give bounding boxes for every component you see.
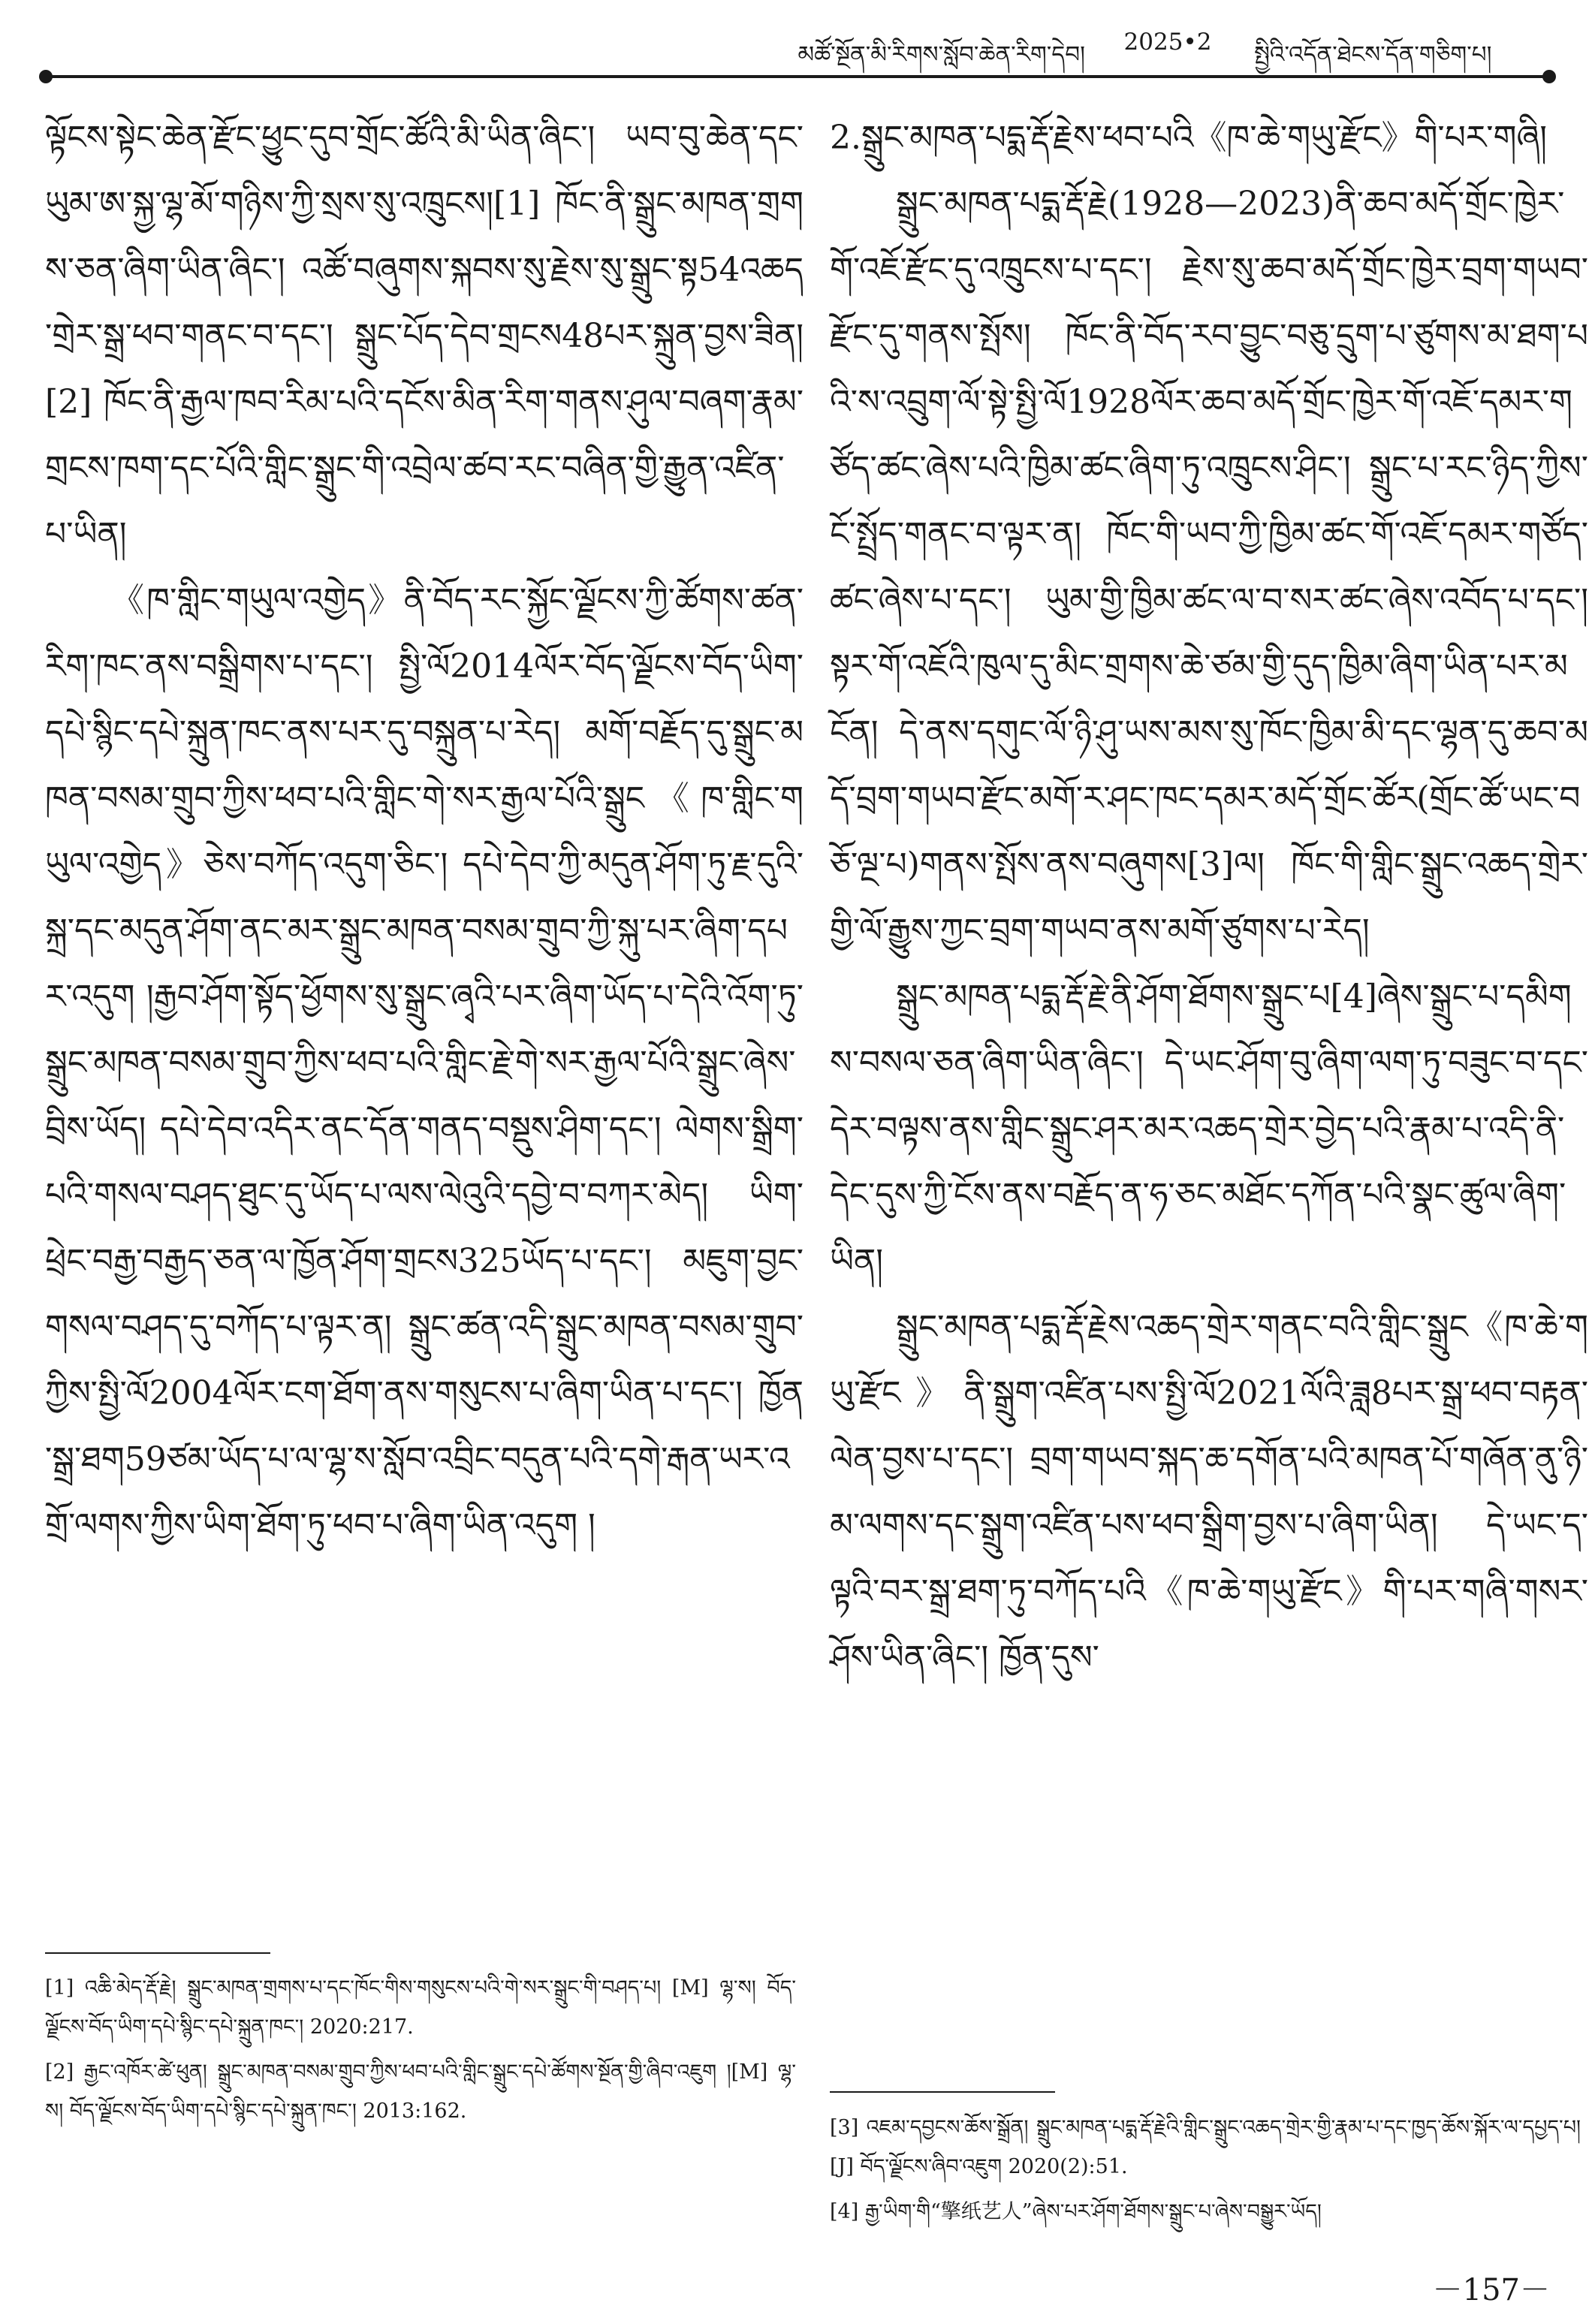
footnote-rule-left [45, 1952, 270, 1954]
body-paragraph: 《ཁ་གླིང་གཡུལ་འགྱེད》ནི་བོད་རང་སྐྱོང་ལྗོངས་ཀྱི་ཚོགས་ཚན་རིག་ཁང་ནས་བསྒྲིགས་པ་དང་། སྤྱི་ལོ2014ལོར་བོད་ལྗོངས་བོད་ཡིག་དཔེ་སྙིང་དཔེ་སྐྲུན་ཁང་ནས་པར་དུ་བསྐྲུན་པ་རེད། མགོ་བརྗོད་དུ་སྒྲུང་མཁན་བསམ་གྲུབ་ཀྱིས་ཕབ་པའི་གླིང་གེ་སར་རྒྱལ་པོའི་སྒྲུང《ཁ་གླིང་གཡུལ་འགྱེད》ཅེས་བཀོད་འདུག་ཅིང་། དཔེ་དེབ་ཀྱི་མདུན་ཤོག་ཏུ་རྗ་དུའི་སྐྲ་དང་མདུན་ཤོག་ནང་མར་སྒྲུང་མཁན་བསམ་གྲུབ་ཀྱི་སྐུ་པར་ཞིག་དཔར་འདུག །རྒྱབ་ཤོག་སྟོད་ཕྱོགས་སུ་སྒྲུང་ཞྭའི་པར་ཞིག་ཡོད་པ་དེའི་འོག་ཏུ་སྒྲུང་མཁན་བསམ་གྲུབ་ཀྱིས་ཕབ་པའི་གླིང་རྗེ་གེ་སར་རྒྱལ་པོའི་སྒྲུང་ཞེས་བྲིས་ཡོད། དཔེ་དེབ་འདིར་ནང་དོན་གནད་བསྡུས་ཤིག་དང་། ལེགས་སྒྲིག་པའི་གསལ་བཤད་ཐུང་དུ་ཡོད་པ་ལས་ལེའུའི་དབྱེ་བ་བཀར་མེད། ཡིག་ཕྲེང་བརྒྱ་བརྒྱད་ཅན་ལ་ཁྱོན་ཤོག་གྲངས325ཡོད་པ་དང་། མཇུག་བྱང་གསལ་བཤད་དུ་བཀོད་པ་ལྟར་ན། སྒྲུང་ཚན་འདི་སྒྲུང་མཁན་བསམ་གྲུབ་ཀྱིས་སྤྱི་ལོ2004ལོར་ངག་ཐོག་ནས་གསུངས་པ་ཞིག་ཡིན་པ་དང་། ཁྱོན་སྒྲ་ཐག59ཙམ་ཡོད་པ་ལ་ལྷ་ས་སློབ་འབྲིང་བདུན་པའི་དགེ་རྒན་ཡར་འགྲོ་ལགས་ཀྱིས་ཡིག་ཐོག་ཏུ་ཕབ་པ་ཞིག་ཡིན་འདུག ། [45, 581, 804, 1545]
right-column [830, 105, 1588, 1691]
header-rule [45, 75, 1550, 78]
header-rule-dot-right [1542, 70, 1556, 83]
left-column [45, 105, 804, 1559]
running-header [45, 21, 1550, 66]
body-paragraph: སྒྲུང་མཁན་པདྨ་རྡོ་རྗེ(1928—2023)ནི་ཆབ་མདོ་གྲོང་ཁྱེར་གོ་འཇོ་རྫོང་དུ་འཁྲུངས་པ་དང་། རྗེས་སུ་ཆབ་མདོ་གྲོང་ཁྱེར་བྲག་གཡབ་རྫོང་དུ་གནས་སྤོས། ཁོང་ནི་བོད་རབ་བྱུང་བཅུ་དྲུག་པ་ཙུགས་མ་ཐག་པའི་ས་འབྲུག་ལོ་སྟེ་སྤྱི་ལོ1928ལོར་ཆབ་མདོ་གྲོང་ཁྱེར་གོ་འཇོ་དམར་གཙོད་ཚང་ཞེས་པའི་ཁྱིམ་ཚང་ཞིག་ཏུ་འཁྲུངས་ཤིང་། སྒྲུང་པ་རང་ཉིད་ཀྱིས་ངོ་སྤྲོད་གནང་བ་ལྟར་ན། ཁོང་གི་ཡབ་ཀྱི་ཁྱིམ་ཚང་གོ་འཇོ་དམར་གཙོད་ཚང་ཞེས་པ་དང་། ཡུམ་གྱི་ཁྱིམ་ཚང་ལ་བ་སར་ཚང་ཞེས་འབོད་པ་དང་། སྟར་གོ་འཇོའི་ཁུལ་དུ་མིང་གྲགས་ཆེ་ཙམ་གྱི་དུད་ཁྱིམ་ཞིག་ཡིན་པར་མངོན། དེ་ནས་དགུང་ལོ་ཉི་ཤུ་ཡས་མས་སུ་ཁོང་ཁྱིམ་མི་དང་ལྷན་དུ་ཆབ་མདོ་བྲག་གཡབ་རྫོང་མགོ་ར་ཤང་ཁང་དམར་མདོ་གྲོང་ཚོར(གྲོང་ཚོ་ཡང་བཅོ་ལྔ་པ)གནས་སྤོས་ནས་བཞུགས[3]ལ། ཁོང་གི་གླིང་སྒྲུང་འཆད་གྲེར་གྱི་ལོ་རྒྱུས་ཀྱང་བྲག་གཡབ་ནས་མགོ་ཙུགས་པ་རེད། [830, 185, 1588, 950]
issue-series-title: སྤྱིའི་འདོན་ཐེངས་དོན་གཅིག་པ། [1254, 41, 1492, 68]
header-rule-dot-left [39, 70, 53, 83]
footnote: [2] རྒྱང་འཁོར་ཚེ་ཕུན། སྒྲུང་མཁན་བསམ་གྲུབ་ཀྱིས་ཕབ་པའི་གླིང་སྒྲུང་དཔེ་ཚོགས་སྔོན་གྱི་ཞིབ་འཇུག །[M] ལྷ་ས། བོད་ལྗོངས་བོད་ཡིག་དཔེ་སྙིང་དཔེ་སྐྲུན་ཁང་། 2013:162. [45, 2060, 796, 2123]
footnote: [1] འཆི་མེད་རྡོ་རྗེ། སྒྲུང་མཁན་གྲགས་པ་དང་ཁོང་གིས་གསུངས་པའི་གེ་སར་སྒྲུང་གི་བཤད་པ། [M] ལྷ་ས། བོད་ལྗོངས་བོད་ཡིག་དཔེ་སྙིང་དཔེ་སྐྲུན་ཁང་། 2020:217. [45, 1976, 796, 2039]
footnote: [4] རྒྱ་ཡིག་གི“擎纸艺人”ཞེས་པར་ཤོག་ཐོགས་སྒྲུང་པ་ཞེས་བསྒྱུར་ཡོད། [830, 2200, 1322, 2223]
journal-title: མཚོ་སྔོན་མི་རིགས་སློབ་ཆེན་རིག་དེབ། [798, 41, 1085, 68]
footnotes-left [45, 1969, 796, 2137]
footnote: [3] འཇམ་དབྱངས་ཆོས་སྒྲོན། སྒྲུང་མཁན་པདྨ་རྡོ་རྗེའི་གླིང་སྒྲུང་འཆད་གྲེར་གྱི་རྣམ་པ་དང་ཁྱད་ཆོས་སྐོར་ལ་དཔྱད་པ། [J] བོད་ལྗོངས་ཞིབ་འཇུག 2020(2):51. [830, 2116, 1581, 2178]
page-number: －157－ [1432, 2273, 1550, 2307]
body-paragraph: ལྟོངས་སྟེང་ཆེན་རྫོང་ཕྱུང་དུབ་གྲོང་ཚོའི་མི་ཡིན་ཞིང་། ཡབ་བུ་ཆེན་དང་ཡུམ་ཨ་སྐྱ་ལྷ་མོ་གཉིས་ཀྱི་སྲས་སུ་འཁྲུངས།[1] ཁོང་ནི་སྒྲུང་མཁན་གྲགས་ཅན་ཞིག་ཡིན་ཞིང་། འཚོ་བཞུགས་སྐབས་སུ་རྗེས་སུ་སྒྲུང་སྟ54འཆད་གྲེར་སྒྲ་ཕབ་གནང་བ་དང་། སྒྲུང་པོད་དེབ་གྲངས48པར་སྐྲུན་བྱས་ཟིན།[2] ཁོང་ནི་རྒྱལ་ཁབ་རིམ་པའི་དངོས་མིན་རིག་གནས་ཤུལ་བཞག་རྣམ་གྲངས་ཁག་དང་པོའི་གླིང་སྒྲུང་གི་འབྲེལ་ཚབ་རང་བཞིན་གྱི་རྒྱུན་འཛིན་པ་ཡིན། [45, 119, 804, 553]
section-heading: 2.སྒྲུང་མཁན་པདྨ་རྡོ་རྗེས་ཕབ་པའི《ཁ་ཆེ་གཡུ་རྫོང》གི་པར་གཞི། [830, 119, 1548, 157]
issue-number: 2025•2 [1123, 29, 1212, 56]
footnotes-right [830, 2108, 1581, 2238]
body-paragraph: སྒྲུང་མཁན་པདྨ་རྡོ་རྗེ་ནི་ཤོག་ཐོགས་སྒྲུང་པ[4]ཞེས་སྒྲུང་པ་དམིགས་བསལ་ཅན་ཞིག་ཡིན་ཞིང་། དེ་ཡང་ཤོག་བུ་ཞིག་ལག་ཏུ་བཟུང་བ་དང་དེར་བལྟས་ནས་གླིང་སྒྲུང་ཤར་མར་འཆད་གྲེར་བྱེད་པའི་རྣམ་པ་འདི་ནི་དེང་དུས་ཀྱི་ངོས་ནས་བརྗོད་ན་ཧ་ཅང་མཐོང་དཀོན་པའི་སྣང་ཚུལ་ཞིག་ཡིན། [830, 978, 1588, 1280]
footnote-rule-right [830, 2091, 1055, 2093]
body-paragraph: སྒྲུང་མཁན་པདྨ་རྡོ་རྗེས་འཆད་གྲེར་གནང་བའི་གླིང་སྒྲུང《ཁ་ཆེ་གཡུ་རྫོང》ནི་སྒྲུག་འཛིན་པས་སྤྱི་ལོ2021ལོའི་ཟླ8པར་སྒྲ་ཕབ་བརྟན་ལེན་བྱས་པ་དང་། བྲག་གཡབ་སྐད་ཆ་དགོན་པའི་མཁན་པོ་གཞོན་ནུ་ཉི་མ་ལགས་དང་སྒྲུག་འཛིན་པས་ཕབ་སྒྲིག་བྱས་པ་ཞིག་ཡིན། དེ་ཡང་ད་ལྟའི་བར་སྒྲ་ཐག་ཏུ་བཀོད་པའི《ཁ་ཆེ་གཡུ་རྫོང》གི་པར་གཞི་གསར་ཤོས་ཡིན་ཞིང་། ཁྱོན་དུས་ [830, 1308, 1588, 1677]
